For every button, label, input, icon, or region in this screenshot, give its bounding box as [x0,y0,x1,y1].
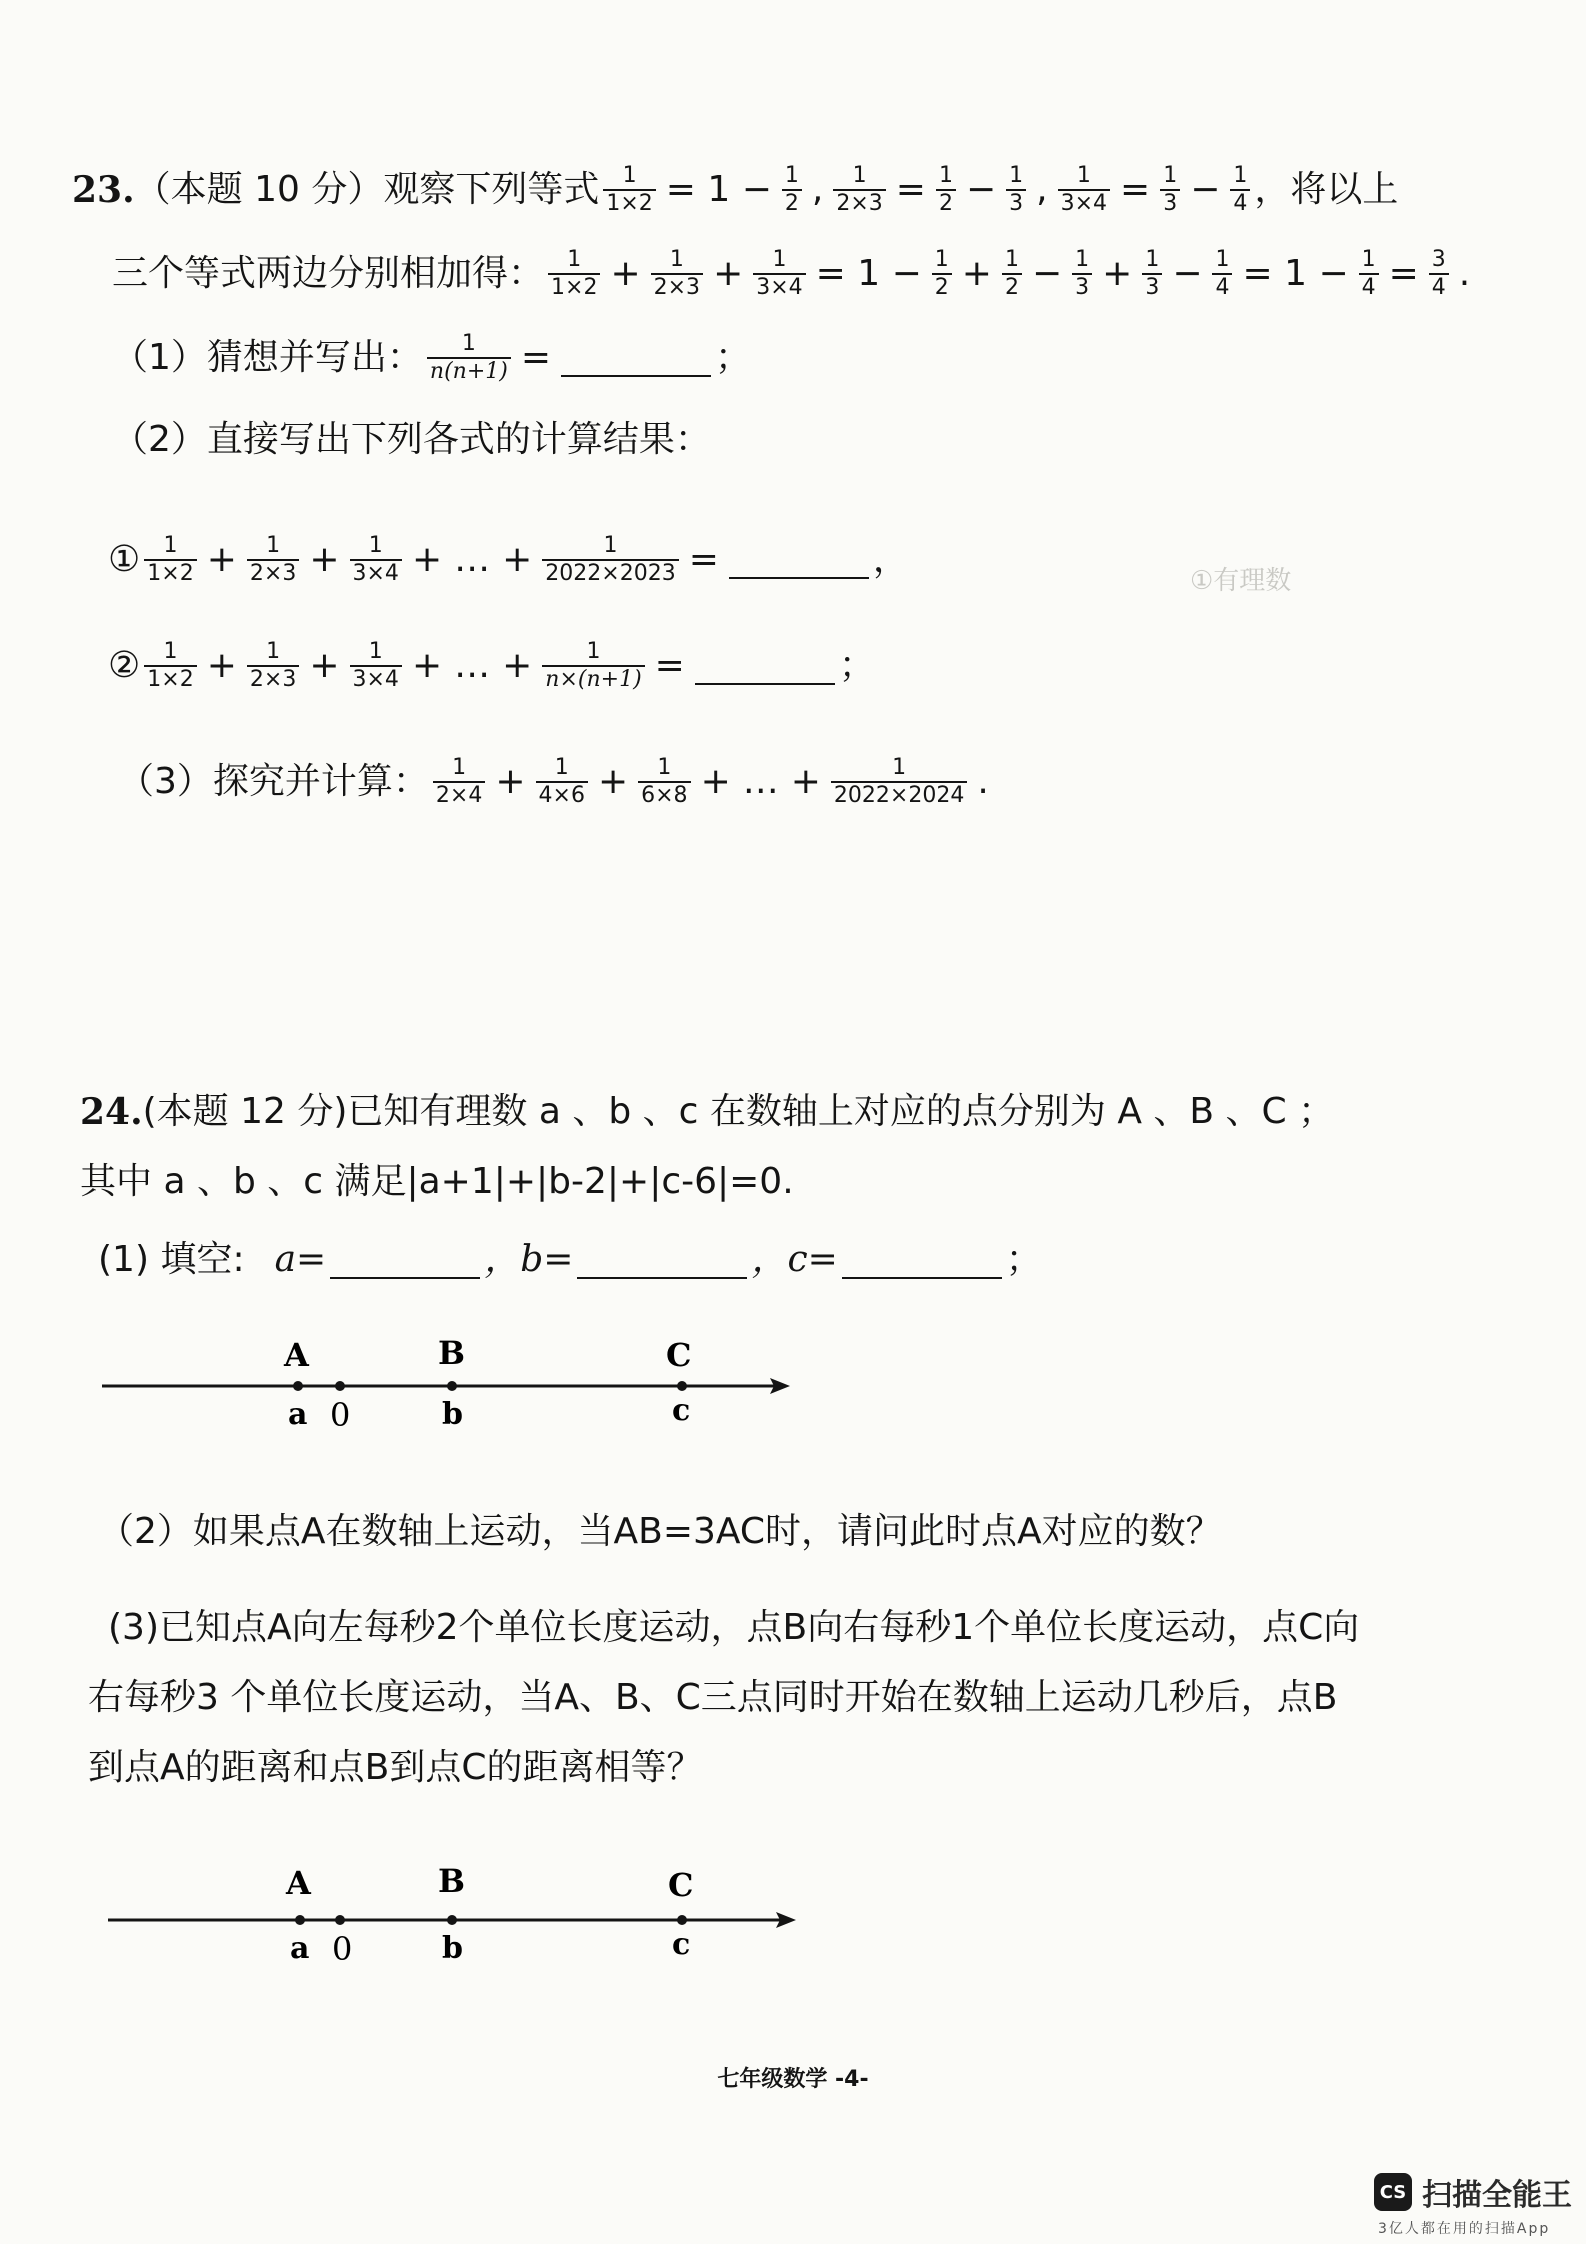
answer-blank-c[interactable] [842,1241,1002,1279]
bleed-through-text: ①有理数 [1190,566,1292,596]
q24-line-2 [80,1152,794,1212]
q24-part3-line1: (3)已知点A向左每秒2个单位长度运动，点B向右每秒1个单位长度运动，点C向 [108,1607,1360,1648]
q24-part2: （2）如果点A在数轴上运动，当AB=3AC时，请问此时点A对应的数？ [98,1511,1222,1552]
fraction: $\frac{1}{2\times 3}$ [651,247,703,301]
label-a: a [288,1397,308,1432]
number-line-1 [90,1320,810,1450]
q23-header: （本题 10 分）观察下列等式 [134,169,600,210]
label-b: b [442,1931,463,1966]
label-B: B [438,1862,466,1900]
fraction: $\frac{1}{n\times(n+1)}$ [542,639,644,693]
label-a: a [290,1931,310,1966]
label-0: 0 [330,1396,351,1434]
fraction: $\frac{1}{3\times 4}$ [1058,163,1110,217]
fraction: $\frac{1}{3}$ [1006,163,1026,217]
fraction: $\frac{3}{4}$ [1429,247,1449,301]
camscanner-logo-icon: CS [1374,2173,1412,2211]
q23-intro2: 三个等式两边分别相加得： [112,253,545,294]
q23-part3: （3）探究并计算： $\frac{1}{2\times 4}$ + $\frac{1}{4\times 6}$ + $\frac{1}{6\times 8}$ + … + $\frac{1}{2022\times 2024}$ . [118,755,989,808]
number-line-2 [96,1854,816,1984]
q23-line-2: 三个等式两边分别相加得： $\frac{1}{1\times 2}$ + $\frac{1}{2\times 3}$ + $\frac{1}{3\times 4}$ = 1 − $\frac{1}{2}$ + $\frac{1}{2}$ − $\frac{1}{3}$ + $\frac{1}{3}$ − $\frac{1}{4}$ = 1 − $\frac{1}{4}$ = $\frac{3}{4}$ . [112,244,1476,304]
fraction: $\frac{1}{4}$ [1230,163,1250,217]
watermark-name: 扫描全能王 [1422,2178,1572,2213]
fraction: $\frac{1}{2\times 3}$ [247,639,299,693]
fraction: $\frac{1}{3\times 4}$ [350,533,402,587]
q24-condition: 其中 a 、b 、c 满足|a+1|+|b-2|+|c-6|=0. [80,1161,794,1202]
label-c: c [672,1927,691,1962]
fraction: $\frac{1}{1\times 2}$ [603,163,655,217]
fraction: $\frac{1}{2\times 3}$ [247,533,299,587]
label-b: b [442,1397,463,1432]
q24-line-1 [80,1082,1334,1142]
fraction: $\frac{1}{3}$ [1072,247,1092,301]
fraction: $\frac{1}{n(n+1)}$ [427,331,511,385]
q23-eq-tail: ，将以上 [1254,169,1399,210]
fraction: $\frac{1}{3\times 4}$ [753,247,805,301]
fraction: $\frac{1}{2}$ [932,247,952,301]
label-C: C [668,1866,694,1904]
q23-part2-item1: ① $\frac{1}{1\times 2}$ + $\frac{1}{2\times 3}$ + $\frac{1}{3\times 4}$ + … + $\frac{1}{2022\times 2023}$ = ， [108,533,909,586]
fraction: $\frac{1}{6\times 8}$ [638,755,690,809]
label-A: A [284,1336,309,1374]
q24-header: (本题 12 分)已知有理数 a 、b 、c 在数轴上对应的点分别为 A 、B 、C ； [142,1091,1335,1132]
fraction: $\frac{1}{4\times 6}$ [536,755,588,809]
q23-part2-label: （2）直接写出下列各式的计算结果： [112,419,711,460]
fraction: $\frac{1}{2022\times 2023}$ [542,533,678,587]
q23-p1-label: （1）猜想并写出： [112,337,423,378]
scanner-watermark [1374,2170,1572,2214]
fraction: $\frac{1}{3}$ [1142,247,1162,301]
fraction: $\frac{1}{4}$ [1359,247,1379,301]
fraction: $\frac{1}{4}$ [1212,247,1232,301]
watermark-subtitle: 3亿人都在用的扫描App [1378,2221,1551,2237]
label-A: A [286,1864,311,1902]
fraction: $\frac{1}{3}$ [1160,163,1180,217]
page-footer: 七年级数学 -4- [717,2067,869,2092]
q23-part1: （1）猜想并写出： $\frac{1}{n(n+1)}$ = ； [112,328,751,388]
q23-number: 23. [72,169,135,211]
answer-blank-a[interactable] [330,1241,480,1279]
fraction: $\frac{1}{2}$ [782,163,802,217]
answer-blank-b[interactable] [577,1241,747,1279]
q24-part3-line2: 右每秒3 个单位长度运动，当A、B、C三点同时开始在数轴上运动几秒后，点B [88,1677,1338,1718]
q23-part2-item2: ② $\frac{1}{1\times 2}$ + $\frac{1}{2\times 3}$ + $\frac{1}{3\times 4}$ + … + $\frac{1}{n\times(n+1)}$ = ； [108,639,875,692]
label-C: C [666,1336,692,1374]
fraction: $\frac{1}{3\times 4}$ [350,639,402,693]
label-c: c [672,1393,691,1428]
fraction: $\frac{1}{2}$ [1002,247,1022,301]
answer-blank[interactable] [695,647,835,685]
fraction: $\frac{1}{2\times 3}$ [833,163,885,217]
fraction: $\frac{1}{2}$ [936,163,956,217]
fraction: $\frac{1}{1\times 2}$ [548,247,600,301]
fraction: $\frac{1}{1\times 2}$ [144,639,196,693]
q24-part3-line3: 到点A的距离和点B到点C的距离相等？ [88,1747,703,1788]
label-0: 0 [332,1930,353,1968]
q24-part1: (1) 填空: a= ，b= ，c= ； [98,1239,1042,1280]
label-B: B [438,1334,466,1372]
q23-line-1: 23. （本题 10 分）观察下列等式 $\frac{1}{1\times 2}$ = 1 − $\frac{1}{2}$ , $\frac{1}{2\times 3}$ = $\frac{1}{2}$ − $\frac{1}{3}$ , $\frac{1}{3\times 4}$ = $\frac{1}{3}$ − $\frac{1}{4}$ ，将以上 [72,160,1398,220]
answer-blank[interactable] [561,339,711,377]
fraction: $\frac{1}{2022\times 2024}$ [831,755,967,809]
answer-blank[interactable] [729,541,869,579]
fraction: $\frac{1}{1\times 2}$ [144,533,196,587]
q24-number: 24. [80,1091,143,1133]
fraction: $\frac{1}{2\times 4}$ [433,755,485,809]
